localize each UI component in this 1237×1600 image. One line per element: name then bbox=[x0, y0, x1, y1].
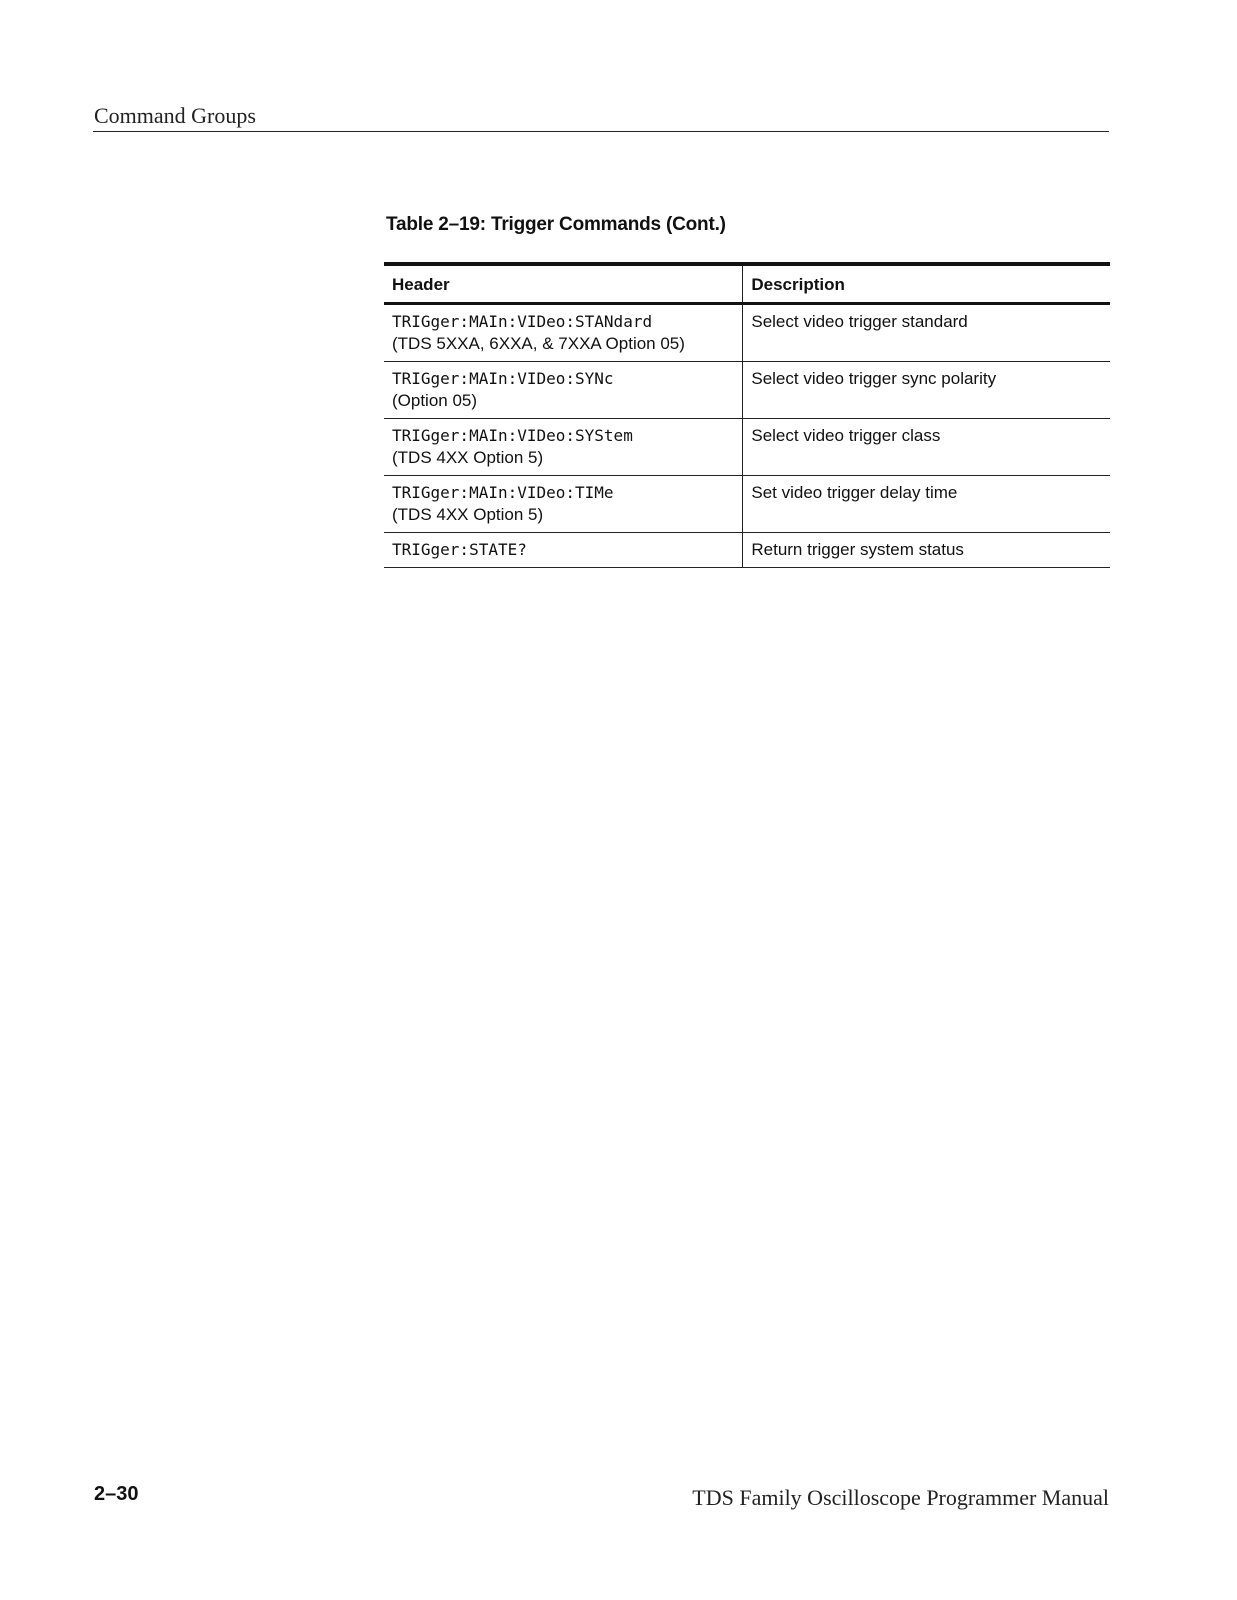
table-row bbox=[384, 304, 1110, 362]
table-row bbox=[384, 476, 1110, 533]
table-row bbox=[384, 419, 1110, 476]
column-header-description: Description bbox=[743, 264, 1110, 304]
description-cell: Set video trigger delay time bbox=[743, 476, 1110, 533]
command-name: TRIGger:MAIn:VIDeo:TIMe bbox=[392, 483, 614, 502]
header-rule bbox=[93, 131, 1109, 132]
command-note: (TDS 4XX Option 5) bbox=[392, 448, 544, 467]
command-cell bbox=[384, 533, 743, 568]
command-note: (TDS 5XXA, 6XXA, & 7XXA Option 05) bbox=[392, 334, 685, 353]
command-cell bbox=[384, 362, 743, 419]
manual-title: TDS Family Oscilloscope Programmer Manual bbox=[692, 1485, 1109, 1510]
table-row bbox=[384, 362, 1110, 419]
command-note: (Option 05) bbox=[392, 391, 478, 410]
command-cell bbox=[384, 304, 743, 362]
column-header-header: Header bbox=[384, 264, 743, 304]
table-row bbox=[384, 533, 1110, 568]
command-note: (TDS 4XX Option 5) bbox=[392, 505, 544, 524]
description-cell: Return trigger system status bbox=[743, 533, 1110, 568]
running-head: Command Groups bbox=[94, 103, 256, 128]
command-cell bbox=[384, 476, 743, 533]
table-caption: Table 2–19: Trigger Commands (Cont.) bbox=[386, 214, 726, 235]
trigger-commands-table bbox=[384, 262, 1110, 568]
description-cell: Select video trigger standard bbox=[743, 304, 1110, 362]
page-number: 2–30 bbox=[94, 1483, 139, 1505]
command-cell bbox=[384, 419, 743, 476]
table-header-row bbox=[384, 264, 1110, 304]
command-name: TRIGger:MAIn:VIDeo:STANdard bbox=[392, 312, 653, 331]
command-name: TRIGger:MAIn:VIDeo:SYNc bbox=[392, 369, 614, 388]
command-name: TRIGger:MAIn:VIDeo:SYStem bbox=[392, 426, 633, 445]
description-cell: Select video trigger sync polarity bbox=[743, 362, 1110, 419]
command-name: TRIGger:STATE? bbox=[392, 540, 527, 559]
description-cell: Select video trigger class bbox=[743, 419, 1110, 476]
